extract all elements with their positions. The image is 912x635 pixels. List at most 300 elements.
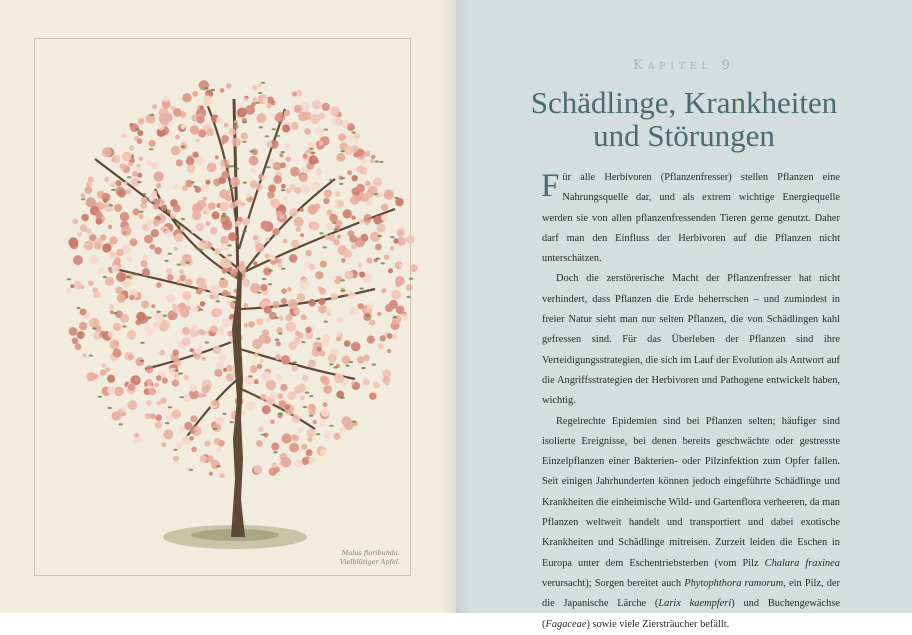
blossom <box>315 271 323 279</box>
blossom <box>258 427 264 433</box>
blossom <box>253 235 258 240</box>
blossom <box>399 264 403 268</box>
leaf <box>345 365 349 367</box>
blossom <box>185 279 192 286</box>
blossom <box>297 427 304 434</box>
blossom <box>270 158 275 163</box>
blossom <box>331 293 338 300</box>
blossom <box>171 146 181 156</box>
blossom <box>226 83 232 89</box>
plate-caption <box>340 549 400 567</box>
blossom <box>273 162 282 171</box>
blossom <box>192 324 199 331</box>
leaf <box>361 367 365 369</box>
leaf <box>265 135 269 137</box>
blossom <box>396 306 405 315</box>
leaf <box>181 218 185 220</box>
blossom <box>112 265 120 273</box>
leaf <box>351 132 355 134</box>
leaf <box>269 269 273 271</box>
blossom <box>334 373 344 383</box>
leaf <box>213 428 217 430</box>
blossom <box>324 190 332 198</box>
leaf <box>164 260 168 262</box>
blossom <box>332 276 337 281</box>
blossom <box>139 214 144 219</box>
blossom <box>116 388 123 395</box>
leaf <box>323 246 327 248</box>
blossom <box>127 400 137 410</box>
leaf <box>156 311 160 313</box>
blossom <box>328 234 335 241</box>
blossom <box>258 83 262 87</box>
blossom <box>370 159 374 163</box>
leaf <box>324 129 328 131</box>
blossom <box>392 320 397 325</box>
leaf <box>111 189 115 191</box>
blossom <box>198 129 206 137</box>
blossom <box>351 243 357 249</box>
blossom <box>200 301 205 306</box>
leaf <box>103 276 107 278</box>
blossom <box>301 314 307 320</box>
blossom <box>357 356 364 363</box>
species-chalara: Chalara fraxinea <box>764 557 840 569</box>
leaf <box>301 341 305 343</box>
leaf <box>274 317 278 319</box>
blossom <box>242 279 250 287</box>
blossom <box>170 213 176 219</box>
blossom <box>277 393 283 399</box>
blossom <box>221 171 229 179</box>
blossom <box>364 214 372 222</box>
leaf <box>205 341 209 343</box>
blossom <box>384 255 389 260</box>
blossom <box>144 326 150 332</box>
blossom <box>278 264 282 268</box>
blossom <box>282 433 292 443</box>
blossom <box>107 375 115 383</box>
blossom <box>173 108 182 117</box>
blossom <box>323 198 329 204</box>
blossom <box>137 173 142 178</box>
blossom <box>243 303 248 308</box>
blossom <box>305 327 311 333</box>
blossom <box>107 387 115 395</box>
blossom <box>251 360 255 364</box>
paragraph-1 <box>542 168 840 269</box>
blossom <box>187 165 196 174</box>
blossom <box>88 281 93 286</box>
blossom <box>366 258 372 264</box>
blossom <box>281 355 290 364</box>
leaf <box>185 262 189 264</box>
blossom <box>86 197 96 207</box>
leaf <box>196 248 200 250</box>
blossom <box>207 163 217 173</box>
blossom <box>282 125 290 133</box>
blossom <box>266 380 276 390</box>
blossom <box>157 124 164 131</box>
blossom <box>308 299 316 307</box>
leaf <box>142 193 146 195</box>
blossom <box>337 317 343 323</box>
blossom <box>254 465 263 474</box>
blossom <box>276 211 282 217</box>
blossom <box>214 248 221 255</box>
blossom <box>291 122 299 130</box>
blossom <box>155 421 162 428</box>
blossom <box>289 254 298 263</box>
leaf <box>278 413 282 415</box>
blossom <box>203 96 213 106</box>
leaf <box>122 325 126 327</box>
blossom <box>212 401 218 407</box>
blossom <box>281 298 287 304</box>
blossom <box>219 202 229 212</box>
blossom <box>317 347 322 352</box>
leaf <box>352 421 356 423</box>
blossom <box>222 268 228 274</box>
blossom <box>186 157 195 166</box>
blossom <box>161 442 166 447</box>
chapter-title <box>456 86 912 152</box>
blossom <box>305 250 311 256</box>
blossom <box>123 181 127 185</box>
family-fagaceae: Fagaceae <box>545 618 587 630</box>
blossom <box>101 203 107 209</box>
blossom <box>190 415 197 422</box>
blossom <box>200 455 208 463</box>
blossom <box>244 323 248 327</box>
leaf <box>189 469 193 471</box>
blossom <box>85 186 93 194</box>
blossom <box>75 343 82 350</box>
blossom <box>179 269 184 274</box>
blossom <box>134 377 139 382</box>
blossom <box>172 410 181 419</box>
blossom <box>142 268 150 276</box>
blossom <box>128 162 133 167</box>
blossom <box>155 414 162 421</box>
blossom <box>294 187 301 194</box>
blossom <box>270 391 277 398</box>
blossom <box>93 373 99 379</box>
blossom <box>329 214 338 223</box>
blossom <box>230 177 240 187</box>
blossom <box>297 293 305 301</box>
blossom <box>179 427 185 433</box>
leaf <box>272 128 276 130</box>
blossom <box>84 241 94 251</box>
blossom <box>151 162 158 169</box>
blossom <box>289 443 299 453</box>
blossom <box>356 184 365 193</box>
blossom <box>283 196 289 202</box>
leaf <box>349 361 353 363</box>
blossom <box>381 214 388 221</box>
plate-caption-latin: Malus floribunda. <box>341 549 400 557</box>
blossom <box>132 171 138 177</box>
blossom <box>275 354 281 360</box>
leaf <box>341 279 345 281</box>
blossom <box>114 341 120 347</box>
blossom <box>294 338 301 345</box>
leaf <box>341 397 345 399</box>
leaf <box>332 222 336 224</box>
blossom <box>112 155 120 163</box>
blossom <box>114 204 122 212</box>
blossom <box>284 143 290 149</box>
blossom <box>113 323 121 331</box>
blossom <box>152 104 157 109</box>
blossom <box>375 244 382 251</box>
blossom <box>162 378 168 384</box>
blossom <box>192 91 198 97</box>
blossom <box>349 307 357 315</box>
blossom <box>129 123 133 127</box>
blossom <box>104 177 109 182</box>
blossom <box>367 336 375 344</box>
leaf <box>222 213 226 215</box>
leaf <box>255 102 259 104</box>
blossom <box>117 294 126 303</box>
gutter-shadow-left <box>442 0 456 613</box>
blossom <box>122 134 127 139</box>
leaf <box>266 166 270 168</box>
blossom <box>363 355 370 362</box>
blossom <box>391 290 401 300</box>
blossom <box>331 116 341 126</box>
blossom <box>226 365 233 372</box>
blossom <box>265 254 270 259</box>
blossom <box>308 360 316 368</box>
leaf <box>268 283 272 285</box>
blossom <box>369 393 376 400</box>
blossom <box>267 191 275 199</box>
blossom <box>221 140 226 145</box>
blossom <box>176 159 183 166</box>
leaf <box>333 366 337 368</box>
leaf <box>168 253 172 255</box>
leaf <box>258 92 262 94</box>
blossom <box>272 301 279 308</box>
blossom <box>201 184 209 192</box>
blossom <box>135 320 141 326</box>
blossom <box>376 192 383 199</box>
leaf <box>309 395 313 397</box>
blossom <box>268 184 276 192</box>
blossom <box>195 347 203 355</box>
blossom <box>159 114 169 124</box>
blossom <box>388 268 393 273</box>
blossom <box>262 405 271 414</box>
blossom <box>260 284 267 291</box>
blossom <box>348 230 355 237</box>
blossom <box>250 168 256 174</box>
leaf <box>193 186 197 188</box>
paragraph-3-part-b: verursacht); Sorgen bereitet auch <box>542 577 685 589</box>
blossom <box>83 353 87 357</box>
leaf <box>113 312 117 314</box>
blossom <box>353 168 357 172</box>
blossom <box>387 333 393 339</box>
blossom <box>129 295 134 300</box>
blossom <box>213 346 221 354</box>
species-larix: Larix kaempferi <box>658 598 732 610</box>
leaf <box>243 182 247 184</box>
paragraph-3 <box>542 412 840 635</box>
blossom <box>354 133 360 139</box>
paragraph-3-part-e: ) sowie viele Ziersträucher befällt. <box>586 618 730 630</box>
blossom <box>146 400 152 406</box>
blossom <box>308 457 315 464</box>
blossom <box>315 169 322 176</box>
leaf <box>262 278 266 280</box>
blossom <box>303 189 308 194</box>
blossom <box>80 224 88 232</box>
blossom <box>393 238 398 243</box>
blossom <box>120 314 129 323</box>
blossom <box>292 92 297 97</box>
blossom <box>285 314 292 321</box>
blossom <box>95 211 103 219</box>
blossom <box>204 441 210 447</box>
blossom <box>163 96 170 103</box>
blossom <box>129 145 135 151</box>
blossom <box>278 315 283 320</box>
blossom <box>108 330 116 338</box>
leaf <box>173 449 177 451</box>
blossom <box>189 436 194 441</box>
blossom <box>103 198 108 203</box>
blossom <box>307 437 312 442</box>
blossom <box>266 141 272 147</box>
blossom <box>307 428 316 437</box>
blossom <box>311 182 321 192</box>
blossom <box>184 422 192 430</box>
blossom <box>364 151 370 157</box>
blossom <box>303 154 308 159</box>
blossom <box>384 190 394 200</box>
leaf <box>199 309 203 311</box>
blossom <box>387 349 391 353</box>
blossom <box>381 289 385 293</box>
blossom <box>182 327 190 335</box>
blossom <box>192 306 198 312</box>
blossom <box>151 304 155 308</box>
blossom <box>192 211 202 221</box>
blossom <box>307 204 317 214</box>
leaf <box>222 413 226 415</box>
blossom <box>251 102 256 107</box>
blossom <box>257 364 262 369</box>
blossom <box>309 264 316 271</box>
leaf <box>275 339 279 341</box>
flowering-tree-illustration <box>35 39 412 577</box>
right-page <box>456 0 912 630</box>
blossom <box>180 275 187 282</box>
blossom <box>138 118 145 125</box>
blossom <box>228 232 237 241</box>
blossom <box>286 157 291 162</box>
blossom <box>110 310 114 314</box>
blossom <box>151 229 159 237</box>
blossom <box>221 319 230 328</box>
leaf <box>316 338 320 340</box>
leaf <box>217 465 221 467</box>
blossom <box>81 193 85 197</box>
blossom <box>120 163 127 170</box>
blossom <box>328 354 337 363</box>
blossom <box>128 383 136 391</box>
leaf <box>242 141 246 143</box>
blossom <box>352 175 358 181</box>
blossom <box>174 247 178 251</box>
leaf <box>394 197 398 199</box>
blossom <box>321 339 329 347</box>
blossom <box>300 208 304 212</box>
blossom <box>342 417 348 423</box>
blossom <box>182 93 191 102</box>
leaf <box>334 229 338 231</box>
blossom <box>297 332 304 339</box>
leaf <box>340 150 344 152</box>
blossom <box>122 152 132 162</box>
leaf <box>163 315 167 317</box>
leaf <box>273 451 277 453</box>
chapter-body <box>542 168 840 635</box>
blossom <box>126 189 132 195</box>
blossom <box>371 155 375 159</box>
blossom <box>153 219 160 226</box>
blossom <box>312 420 317 425</box>
blossom <box>280 453 288 461</box>
blossom <box>275 112 285 122</box>
blossom <box>276 341 281 346</box>
blossom <box>343 250 352 259</box>
leaf <box>230 165 234 167</box>
leaf <box>230 187 234 189</box>
blossom <box>127 256 133 262</box>
blossom <box>220 88 225 93</box>
blossom <box>102 147 112 157</box>
leaf <box>177 264 181 266</box>
blossom <box>270 419 275 424</box>
leaf <box>109 204 113 206</box>
blossom <box>101 363 106 368</box>
blossom <box>288 391 297 400</box>
blossom <box>290 167 300 177</box>
leaf <box>92 327 96 329</box>
leaf <box>147 317 151 319</box>
blossom <box>202 393 206 397</box>
blossom <box>164 230 172 238</box>
blossom <box>232 138 241 147</box>
blossom <box>373 178 382 187</box>
blossom <box>397 229 405 237</box>
leaf <box>257 292 261 294</box>
blossom <box>311 221 320 230</box>
blossom <box>172 349 179 356</box>
blossom <box>174 233 183 242</box>
leaf <box>390 236 394 238</box>
leaf <box>381 262 385 264</box>
leaf <box>98 396 102 398</box>
blossom <box>337 235 341 239</box>
blossom <box>96 218 103 225</box>
paragraph-3-part-d: ) und Buchengewächse ( <box>542 598 840 630</box>
